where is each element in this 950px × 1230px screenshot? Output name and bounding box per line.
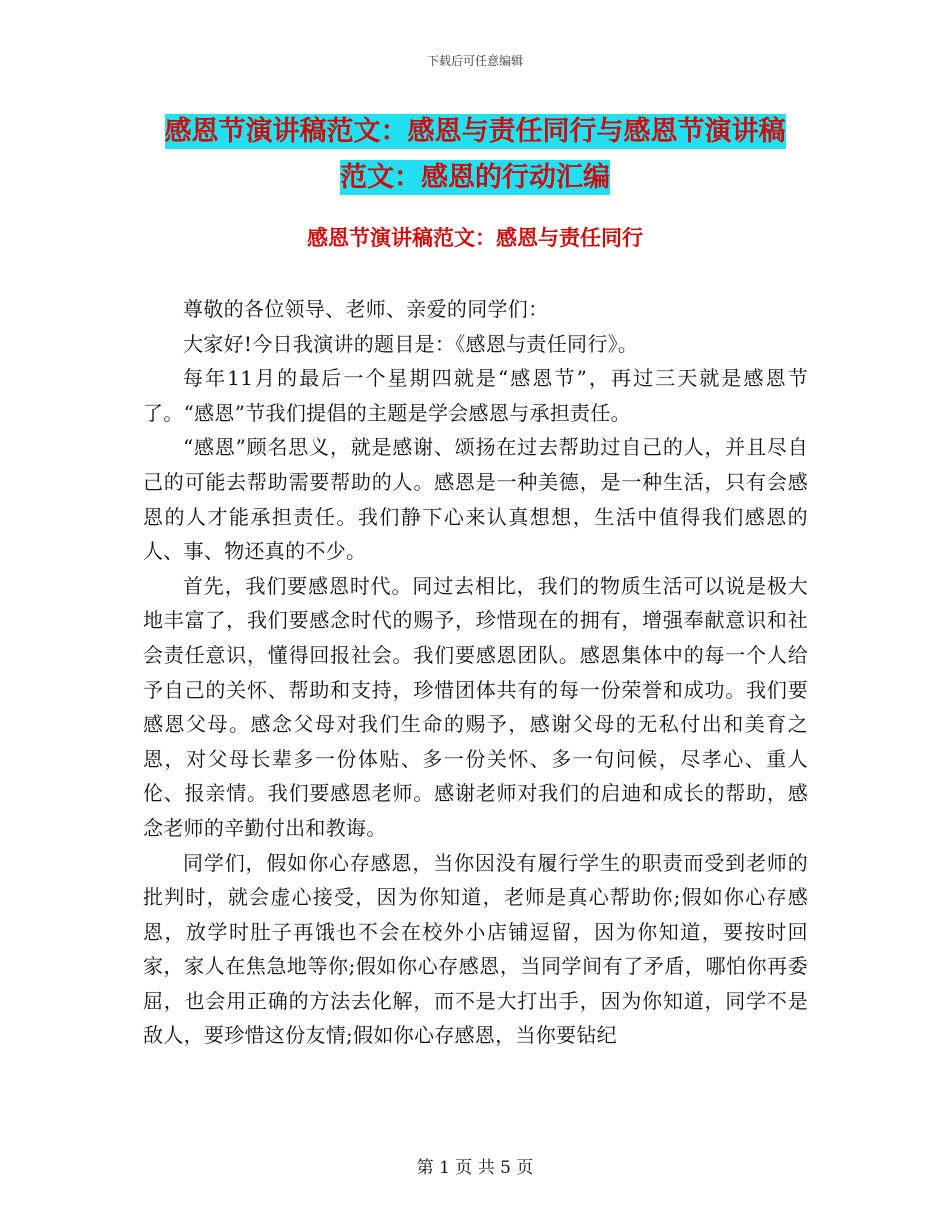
main-title-line-2-text: 范文：感恩的行动汇编 — [340, 162, 610, 193]
main-title-line-1-text: 感恩节演讲稿范文：感恩与责任同行与感恩节演讲稿 — [164, 116, 786, 147]
paragraph: 首先，我们要感恩时代。同过去相比，我们的物质生活可以说是极大地丰富了，我们要感念时代的赐予，珍惜现在的拥有，增强奉献意识和社会责任意识，懂得回报社会。我们要感恩团队。感恩集体中的每一个人给予自己的关怀、帮助和支持，珍惜团体共有的每一份荣誉和成功。我们要感恩父母。感念父母对我们生命的赐予，感谢父母的无私付出和美育之恩，对父母长辈多一份体贴、多一份关怀、多一句问候，尽孝心、重人伦、报亲情。我们要感恩老师。感谢老师对我们的启迪和成长的帮助，感念老师的辛勤付出和教诲。 — [143, 573, 808, 840]
main-title-line-2 — [0, 155, 950, 201]
paragraph: 每年11月的最后一个星期四就是“感恩节”，再过三天就是感恩节了。“感恩”节我们提倡的主题是学会感恩与承担责任。 — [143, 366, 808, 425]
page-number-footer: 第 1 页 共 5 页 — [416, 1158, 534, 1178]
paragraph: “感恩”顾名思义，就是感谢、颂扬在过去帮助过自己的人，并且尽自己的可能去帮助需要帮助的人。感恩是一种美德，是一种生活，只有会感恩的人才能承担责任。我们静下心来认真想想，生活中值得我们感恩的人、事、物还真的不少。 — [143, 435, 808, 564]
section-title: 感恩节演讲稿范文：感恩与责任同行 — [307, 226, 643, 250]
page-header-note: 下载后可任意编辑 — [426, 54, 523, 68]
main-title-line-1 — [0, 109, 950, 155]
document-body — [143, 292, 808, 1053]
paragraph-salutation: 尊敬的各位领导、老师、亲爱的同学们： — [183, 297, 549, 321]
paragraph-greeting: 大家好!今日我演讲的题目是：《感恩与责任同行》。 — [183, 331, 639, 356]
paragraph: 同学们，假如你心存感恩，当你因没有履行学生的职责而受到老师的批判时，就会虚心接受，因为你知道，老师是真心帮助你;假如你心存感恩，放学时肚子再饿也不会在校外小店铺逗留，因为你知道，要按时回家，家人在焦急地等你;假如你心存感恩，当同学间有了矛盾，哪怕你再委屈，也会用正确的方法去化解，而不是大打出手，因为你知道，同学不是敌人，要珍惜这份友情;假如你心存感恩，当你要钻纪 — [143, 850, 808, 1048]
